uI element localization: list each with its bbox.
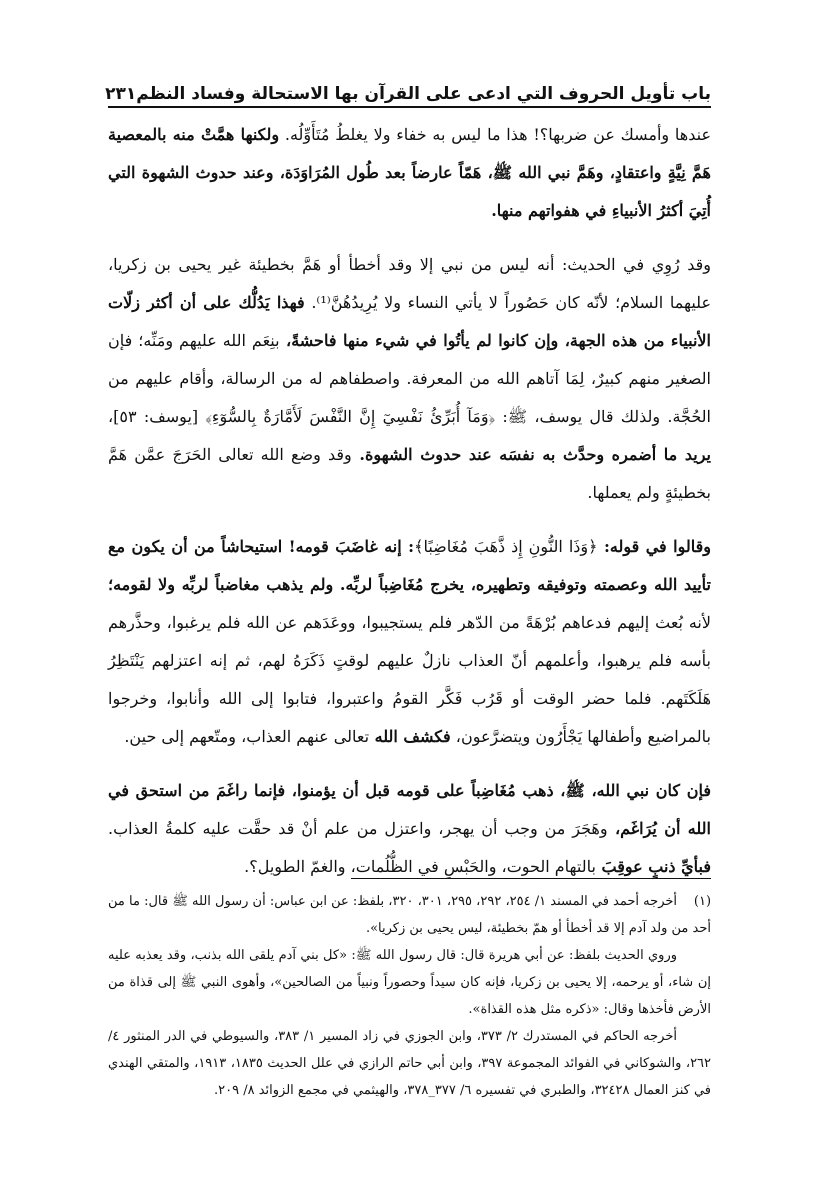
paragraph-2 [108,246,711,512]
text-run: عندها وأمسك عن ضربها؟! هذا ما ليس به خفاء ولا يغلطُ مُتَأَوِّلُه. [279,125,711,144]
text-run: : إنه غاضَبَ قومه! استيحاشاً من أن يكون مع تأييد الله وعصمته وتوفيقه وتطهيره، يخرج مُغَاضِباً لربِّه. ولم يذهب مغاضباً لربِّه ولا لقومه؛ [108,537,711,594]
page-header [105,68,711,104]
text-run: لأنه بُعث إليهم فدعاهم بُرْهَةً من الدّهر فلم يستجيبوا، ووعَدَهم عن الله فلم يرغبوا، وحذَّرهم بأسه فلم يرهبوا، وأعلمهم أنّ العذاب نازلٌ عليهم لوقتٍ ذَكَرَهُ لهم، ثم إنه اعتزلهم يَنْتَظِرُ هَلَكَتَهم. فلما حضر الوقت أو قَرُب فَكَّر القومُ واعتبروا، فتابوا إلى الله وأنابوا، وخرجوا بالمراضيع وأطفالها يَجْأَرُون ويتضرَّعون، [108,613,711,746]
text-run: بنِعَم الله عليهم ومَنِّه؛ فإن الصغير منهم كبيرٌ، لِمَا آتاهم الله من المعرفة. واصطفاهم له من الرسالة، وأقام عليهم من الحُجَّة. ولذلك قال يوسف، ﷺ: ﴿وَمَآ أُبَرِّئُ نَفْسِيٓ إِنَّ النَّفْسَ لَأَمَّارَةٌ بِالسُّوٓءِ﴾ [يوسف: ٥٣]، [108,331,712,426]
footnote-text: أخرجه أحمد في المسند ١/ ٢٥٤، ٢٩٢، ٢٩٥، ٣٠١، ٣٢٠، بلفظ: عن ابن عباس: أن رسول الله ﷺ قال: ما من أحد من ولد آدم إلا قد أخطأ أو همّ بخطيئة، ليس يحيى بن زكريا». [108,894,711,936]
running-title: باب تأويل الحروف التي ادعى على القرآن بها الاستحالة وفساد النظم [136,84,711,104]
footnote-2 [108,942,711,1023]
header-rule [108,106,711,108]
footnote-text: وروي الحديث بلفظ: عن أبي هريرة قال: قال رسول الله ﷺ: «كل بني آدم يلقى الله بذنب، وقد يعذبه عليه إن شاء، أو يرحمه، إلا يحيى بن زكريا، فإنه كان سيداً وحصوراً ونبياً من الصالحين»، وأهوى النبي ﷺ إلى قذاة من الأرض فأخذها وقال: «ذكره مثل هذه القذاة». [108,948,711,1017]
text-run: ولكنها همَّتْ منه بالمعصية هَمَّ نِيَّةٍ واعتقادٍ، وهَمَّ نبي الله ﷺ، هَمّاً عارضاً بعد طُول المُرَاوَدَة، وعند حدوث الشهوة التي أُتِيَ أكثرُ الأنبياءِ في هفواتهم منها. [108,125,711,220]
footnote-number: (١) [693,894,712,909]
text-run: فهذا يَدُلُّك على أن أكثر زلّات الأنبياء من هذه الجهة، وإن كانوا لم يأتُوا في شيء منها فاحشةً، [108,293,711,350]
text-run: بالتهام الحوت، والحَبْسِ في الظُّلُمات، والغمّ الطويل؟. [244,857,596,876]
text-run: وهَجَرَ من وجب أن يهجر، واعتزل من علم أنْ قد حقَّت عليه كلمةُ العذاب. [108,819,608,838]
text-run: يريد ما أضمره وحدَّث به نفسَه عند حدوث الشهوة. [351,445,712,464]
footnote-text: أخرجه الحاكم في المستدرك ٢/ ٣٧٣، وابن الجوزي في زاد المسير ١/ ٣٨٣، والسيوطي في الدر المنثور ٤/ ٢٦٢، والشوكاني في الفوائد المجموعة ٣٩٧، وابن أبي حاتم الرازي في علل الحديث ١٨٣٥، ١٩١٣، والمتقي الهندي في كنز العمال ٣٢٤٢٨، والطبري في تفسيره ٦/ ٣٧٧_٣٧٨، والهيثمي في مجمع الزوائد ٨/ ٢٠٩. [108,1029,712,1098]
footnote-1 [108,888,711,942]
paragraph-4 [108,772,711,886]
text-run: فإن كان نبي الله، ﷺ، ذهب مُغَاضِباً على قومه قبل أن يؤمنوا، فإنما راغَمَ من استحق في الله أن يُرَاغَم، [108,781,711,838]
page-number: ٢٣١ [105,84,137,104]
text-run: فكشف الله [369,727,451,746]
paragraph-3 [108,528,711,756]
footnote-separator [351,878,711,879]
footnote-3 [108,1023,711,1104]
main-text [108,116,711,902]
paragraph-1 [108,116,711,230]
text-run: فبأيِّ ذنبٍ عوقِبَ [595,857,711,876]
text-run: ﴿وَذَا النُّونِ إِذ ذَّهَبَ مُغَاضِبًا﴾ [414,537,598,556]
text-run: تعالى عنهم العذاب، ومتّعهم إلى حين. [124,727,370,746]
text-run: وقالوا في قوله: [597,537,711,556]
footnotes [108,888,711,1104]
text-run: وقد رُوِي في الحديث: أنه ليس من نبي إلا وقد أخطأ أو هَمَّ بخطيئة غير يحيى بن زكريا، عليهما السلام؛ لأنّه كان حَصُوراً لا يأتي النساء ولا يُرِيدُهُنَّ⁽¹⁾. [108,255,712,312]
text-run: وقد وضع الله تعالى الحَرَجَ عمَّن هَمَّ بخطيئةٍ ولم يعملها. [108,445,711,502]
